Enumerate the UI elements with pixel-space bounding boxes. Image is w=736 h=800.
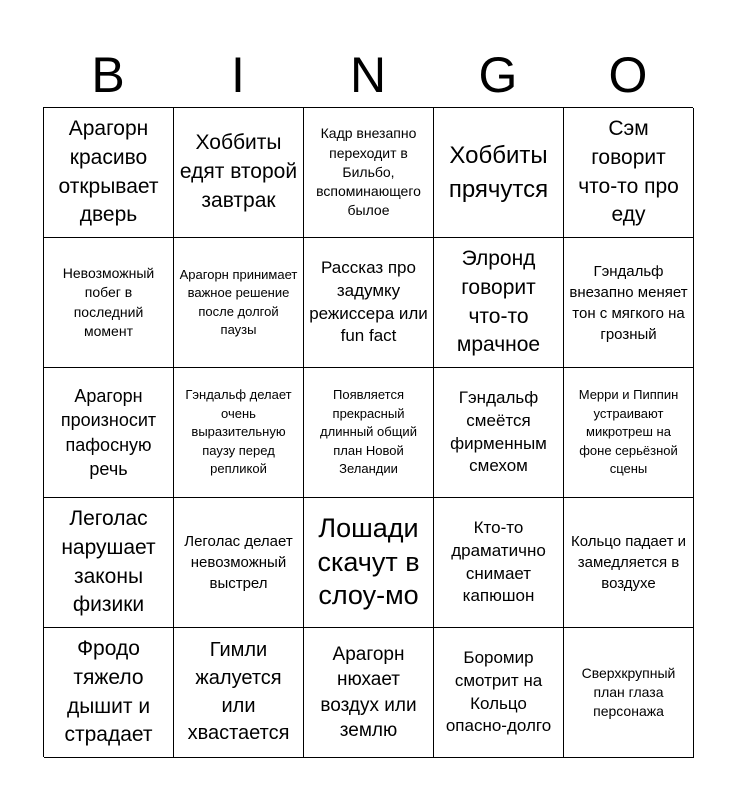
bingo-cell-r1-c4[interactable]: Хоббиты прячутся: [434, 108, 564, 238]
bingo-cell-r4-c4[interactable]: Кто-то драматично снимает капюшон: [434, 498, 564, 628]
bingo-cell-r2-c1[interactable]: Невозможный побег в последний момент: [44, 238, 174, 368]
bingo-cell-r5-c2[interactable]: Гимли жалуется или хвастается: [174, 628, 304, 758]
bingo-cell-r2-c2[interactable]: Арагорн принимает важное решение после долгой паузы: [174, 238, 304, 368]
bingo-cell-r1-c3[interactable]: Кадр внезапно переходит в Бильбо, вспоминающего былое: [304, 108, 434, 238]
bingo-cell-r3-c4[interactable]: Гэндальф смеётся фирменным смехом: [434, 368, 564, 498]
bingo-cell-r5-c4[interactable]: Боромир смотрит на Кольцо опасно-долго: [434, 628, 564, 758]
header-letter-n: N: [349, 47, 387, 103]
bingo-cell-r3-c5[interactable]: Мерри и Пиппин устраивают микротреш на фоне серьёзной сцены: [564, 368, 694, 498]
bingo-cell-r2-c3[interactable]: Рассказ про задумку режиссера или fun fact: [304, 238, 434, 368]
bingo-header: [43, 42, 693, 108]
bingo-cell-r3-c1[interactable]: Арагорн произносит пафосную речь: [44, 368, 174, 498]
header-letter-o: O: [608, 47, 648, 103]
bingo-cell-r1-c5[interactable]: Сэм говорит что-то про еду: [564, 108, 694, 238]
bingo-cell-r3-c2[interactable]: Гэндальф делает очень выразительную паузу перед репликой: [174, 368, 304, 498]
bingo-board: [43, 107, 693, 757]
bingo-cell-r4-c3[interactable]: Лошади скачут в слоу-мо: [304, 498, 434, 628]
bingo-cell-r5-c3[interactable]: Арагорн нюхает воздух или землю: [304, 628, 434, 758]
header-letter-g: G: [478, 47, 518, 103]
bingo-cell-r4-c5[interactable]: Кольцо падает и замедляется в воздухе: [564, 498, 694, 628]
bingo-cell-r2-c4[interactable]: Элронд говорит что-то мрачное: [434, 238, 564, 368]
bingo-cell-r2-c5[interactable]: Гэндальф внезапно меняет тон с мягкого на грозный: [564, 238, 694, 368]
bingo-cell-r1-c2[interactable]: Хоббиты едят второй завтрак: [174, 108, 304, 238]
header-letter-i: I: [231, 47, 245, 103]
header-letter-b: B: [91, 47, 125, 103]
bingo-cell-r4-c1[interactable]: Леголас нарушает законы физики: [44, 498, 174, 628]
bingo-cell-r3-c3[interactable]: Появляется прекрасный длинный общий план Новой Зеландии: [304, 368, 434, 498]
bingo-cell-r1-c1[interactable]: Арагорн красиво открывает дверь: [44, 108, 174, 238]
bingo-cell-r4-c2[interactable]: Леголас делает невозможный выстрел: [174, 498, 304, 628]
bingo-cell-r5-c1[interactable]: Фродо тяжело дышит и страдает: [44, 628, 174, 758]
bingo-cell-r5-c5[interactable]: Сверхкрупный план глаза персонажа: [564, 628, 694, 758]
